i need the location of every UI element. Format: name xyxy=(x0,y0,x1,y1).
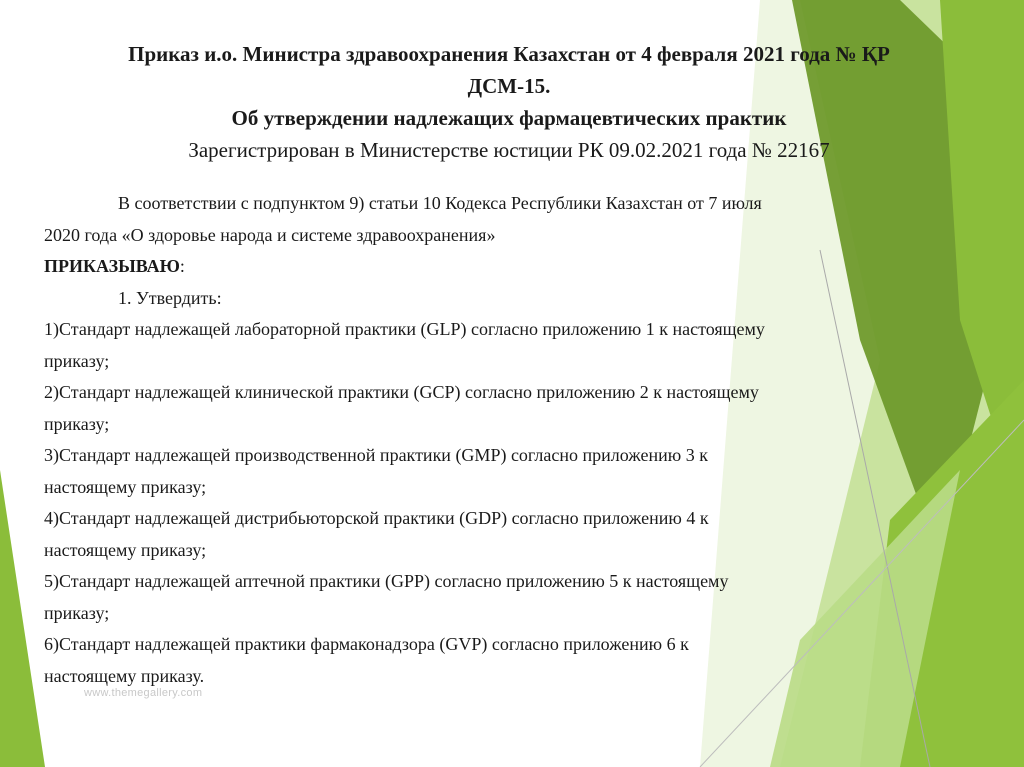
list-item-line-1: 5)Стандарт надлежащей аптечной практики (GPP) согласно приложению 5 к настоящему xyxy=(44,571,729,591)
subtitle: Об утверждении надлежащих фармацевтических практик xyxy=(231,106,787,130)
list-item-line-2: настоящему приказу. xyxy=(44,665,205,686)
order-word: ПРИКАЗЫВАЮ xyxy=(44,256,180,276)
approve-line: 1. Утвердить: xyxy=(118,287,222,308)
decor-bottom-left xyxy=(0,470,45,767)
list-item-line-1: 6)Стандарт надлежащей практики фармаконадзора (GVP) согласно приложению 6 к xyxy=(44,634,689,654)
list-item-line-2: приказу; xyxy=(44,350,110,371)
list-item-line-2: настоящему приказу; xyxy=(44,476,207,497)
document-body xyxy=(44,188,974,692)
list-item-line-1: 4)Стандарт надлежащей дистрибьюторской практики (GDP) согласно приложению 4 к xyxy=(44,508,709,528)
list-item xyxy=(44,629,974,692)
list-item-line-1: 3)Стандарт надлежащей производственной практики (GMP) согласно приложению 3 к xyxy=(44,445,708,465)
list-item-line-2: приказу; xyxy=(44,602,110,623)
list-item xyxy=(44,440,974,503)
list-item xyxy=(44,503,974,566)
list-item-line-1: 1)Стандарт надлежащей лабораторной практики (GLP) согласно приложению 1 к настоящему xyxy=(44,319,765,339)
list-item xyxy=(44,566,974,629)
title-block xyxy=(44,38,974,166)
list-item xyxy=(44,377,974,440)
intro-line-2: 2020 года «О здоровье народа и системе здравоохранения» xyxy=(44,224,496,245)
title-line-1: Приказ и.о. Министра здравоохранения Казахстан от 4 февраля 2021 года № ҚР xyxy=(128,42,890,66)
registration-line: Зарегистрирован в Министерстве юстиции РК 09.02.2021 года № 22167 xyxy=(188,138,830,162)
list-item-line-2: настоящему приказу; xyxy=(44,539,207,560)
document-content xyxy=(44,38,974,692)
watermark: www.themegallery.com xyxy=(84,687,203,699)
intro-line-1: В соответствии с подпунктом 9) статьи 10 Кодекса Республики Казахстан от 7 июля xyxy=(118,193,762,213)
list-item-line-1: 2)Стандарт надлежащей клинической практики (GCP) согласно приложению 2 к настоящему xyxy=(44,382,759,402)
list-item xyxy=(44,314,974,377)
order-colon: : xyxy=(179,256,185,276)
title-line-2: ДСМ-15. xyxy=(467,74,551,98)
order-line xyxy=(44,251,974,283)
list-item-line-2: приказу; xyxy=(44,413,110,434)
